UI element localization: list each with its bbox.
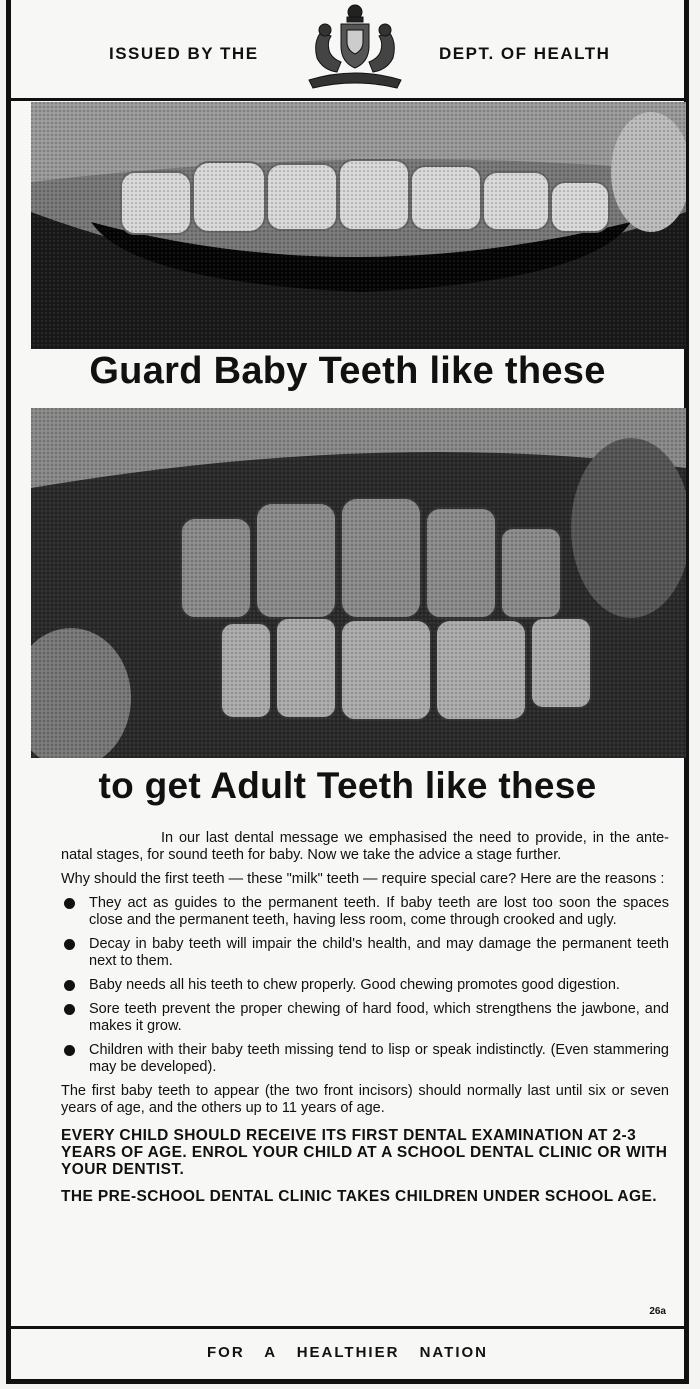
- bullet-icon: [64, 1045, 75, 1056]
- headline-baby-teeth: Guard Baby Teeth like these: [89, 350, 606, 392]
- intro-paragraph: In our last dental message we emphasised the need to provide, in the ante-natal stages, for sound teeth for baby. Now we take the advice a stage further.: [61, 830, 669, 863]
- bullet-icon: [64, 898, 75, 909]
- bullet-icon: [64, 1004, 75, 1015]
- closing-paragraph: The first baby teeth to appear (the two front incisors) should normally last until six or seven years of age, and the others up to 11 years of age.: [61, 1083, 669, 1116]
- header-left-text: ISSUED BY THE: [109, 44, 259, 63]
- examination-notice: EVERY CHILD SHOULD RECEIVE ITS FIRST DENTAL EXAMINATION AT 2-3 YEARS OF AGE. ENROL YOUR CHILD AT A SCHOOL DENTAL CLINIC OR WITH YOUR DENTIST.: [61, 1127, 668, 1178]
- pre-school-clinic-notice: THE PRE-SCHOOL DENTAL CLINIC TAKES CHILDREN UNDER SCHOOL AGE.: [61, 1188, 657, 1205]
- adult-teeth-photo: [31, 408, 686, 758]
- list-item: Decay in baby teeth will impair the child's health, and may damage the permanent teeth next to them.: [61, 936, 669, 970]
- bullet-icon: [64, 980, 75, 991]
- list-item: Sore teeth prevent the proper chewing of hard food, which strengthens the jawbone, and makes it grow.: [61, 1001, 669, 1035]
- bullet-icon: [64, 939, 75, 950]
- list-item: They act as guides to the permanent teeth. If baby teeth are lost too soon the spaces close and the permanent teeth, having less room, come through crooked and ugly.: [61, 895, 669, 929]
- advertisement-frame: [6, 0, 689, 1384]
- header-right-text: DEPT. OF HEALTH: [439, 44, 611, 63]
- list-item: Children with their baby teeth missing tend to lisp or speak indistinctly. (Even stammering may be developed).: [61, 1042, 669, 1076]
- question-paragraph: Why should the first teeth — these "milk" teeth — require special care? Here are the reasons :: [61, 871, 665, 887]
- baby-teeth-photo: [31, 102, 686, 349]
- footer-slogan: FOR A HEALTHIER NATION: [207, 1344, 488, 1361]
- footer: [11, 1326, 684, 1382]
- coat-of-arms-icon: [301, 2, 409, 90]
- reference-code: 26a: [649, 1306, 666, 1317]
- body-copy: [61, 830, 669, 1212]
- reasons-list: [61, 895, 669, 1076]
- list-item: Baby needs all his teeth to chew properly. Good chewing promotes good digestion.: [61, 977, 669, 994]
- header: [11, 0, 684, 101]
- headline-adult-teeth: to get Adult Teeth like these: [98, 765, 597, 806]
